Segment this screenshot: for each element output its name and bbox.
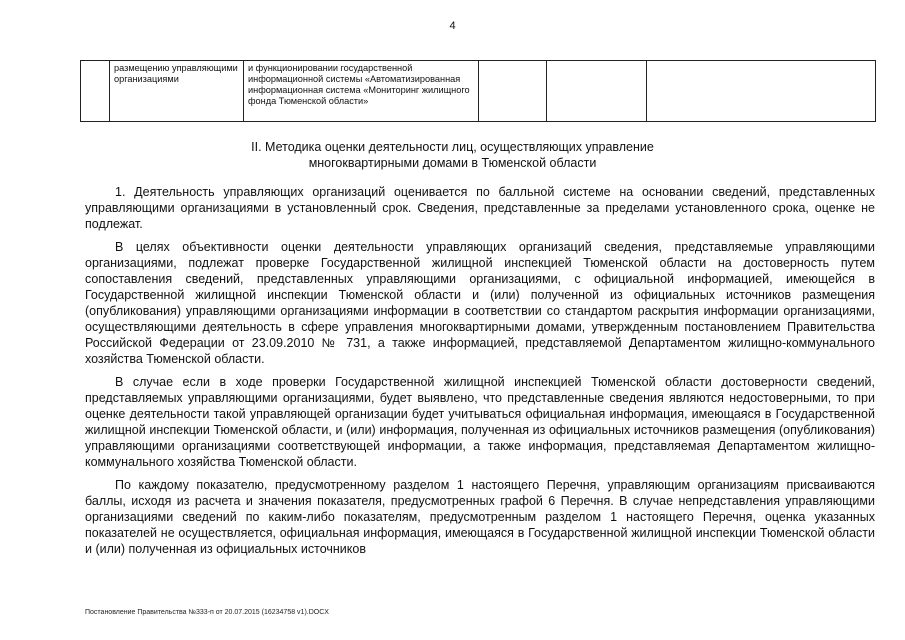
paragraph: 1. Деятельность управляющих организаций оценивается по балльной системе на основании сведений, представленных управляющими организациями в установленный срок. Сведения, представленные за пределами установленного срока, оценке не подлежат.	[85, 185, 875, 231]
continuation-table	[80, 60, 876, 122]
document-body	[85, 184, 875, 564]
paragraph: В случае если в ходе проверки Государственной жилищной инспекцией Тюменской области достоверности сведений, представляемых управляющими организациями, будет выявлено, что представленные сведения являются недостоверными, то при оценке деятельности такой управляющей организации будет учитываться официальная информация, имеющаяся в Государственной жилищной инспекции Тюменской области, и (или) информация, полученная из официальных источников размещения (опубликования) управляющими организациями соответствующей информации, а также информация, представляемая Департаментом жилищно-коммунального хозяйства Тюменской области.	[85, 375, 875, 469]
table-cell-empty	[547, 61, 647, 122]
paragraph: В целях объективности оценки деятельности управляющих организаций сведения, представляемые управляющими организациями, подлежат проверке Государственной жилищной инспекцией Тюменской области на достоверность путем сопоставления сведений, представленных управляющими организациями, с официальной информацией, имеющейся в Государственной жилищной инспекции Тюменской области и (или) полученной из официальных источников размещения (опубликования) управляющими организациями информации в соответствии со стандартом раскрытия информации организациями, осуществляющими деятельность в сфере управления многоквартирными домами, утвержденным постановлением Правительства Российской Федерации от 23.09.2010 № 731, а также информацией, представляемой Департаментом жилищно-коммунального хозяйства Тюменской области.	[85, 240, 875, 366]
table-cell-empty	[479, 61, 547, 122]
section-title-line: многоквартирными домами в Тюменской области	[308, 156, 597, 170]
table-cell-number	[81, 61, 110, 122]
section-title	[0, 139, 905, 171]
table-cell-indicator: размещению управляющими организациями	[110, 61, 244, 122]
table-row	[81, 61, 876, 122]
paragraph: По каждому показателю, предусмотренному разделом 1 настоящего Перечня, управляющим организациям присваиваются баллы, исходя из расчета и значения показателя, предусмотренных графой 6 Перечня. В случае непредставления управляющими организациями сведений по каким-либо показателям, предусмотренным разделом 1 настоящего Перечня, оценка указанных показателей не осуществляется, официальная информация, имеющаяся в Государственной жилищной инспекции Тюменской области и (или) полученная из официальных источников	[85, 478, 875, 556]
document-footer: Постановление Правительства №333-п от 20.07.2015 (16234758 v1).DOCX	[85, 609, 329, 616]
section-title-line: II. Методика оценки деятельности лиц, осуществляющих управление	[251, 140, 654, 154]
page-number: 4	[449, 20, 456, 32]
table-cell-source: и функционировании государственной информационной системы «Автоматизированная информационная система «Мониторинг жилищного фонда Тюменской области»	[244, 61, 479, 122]
table-cell-empty	[647, 61, 876, 122]
